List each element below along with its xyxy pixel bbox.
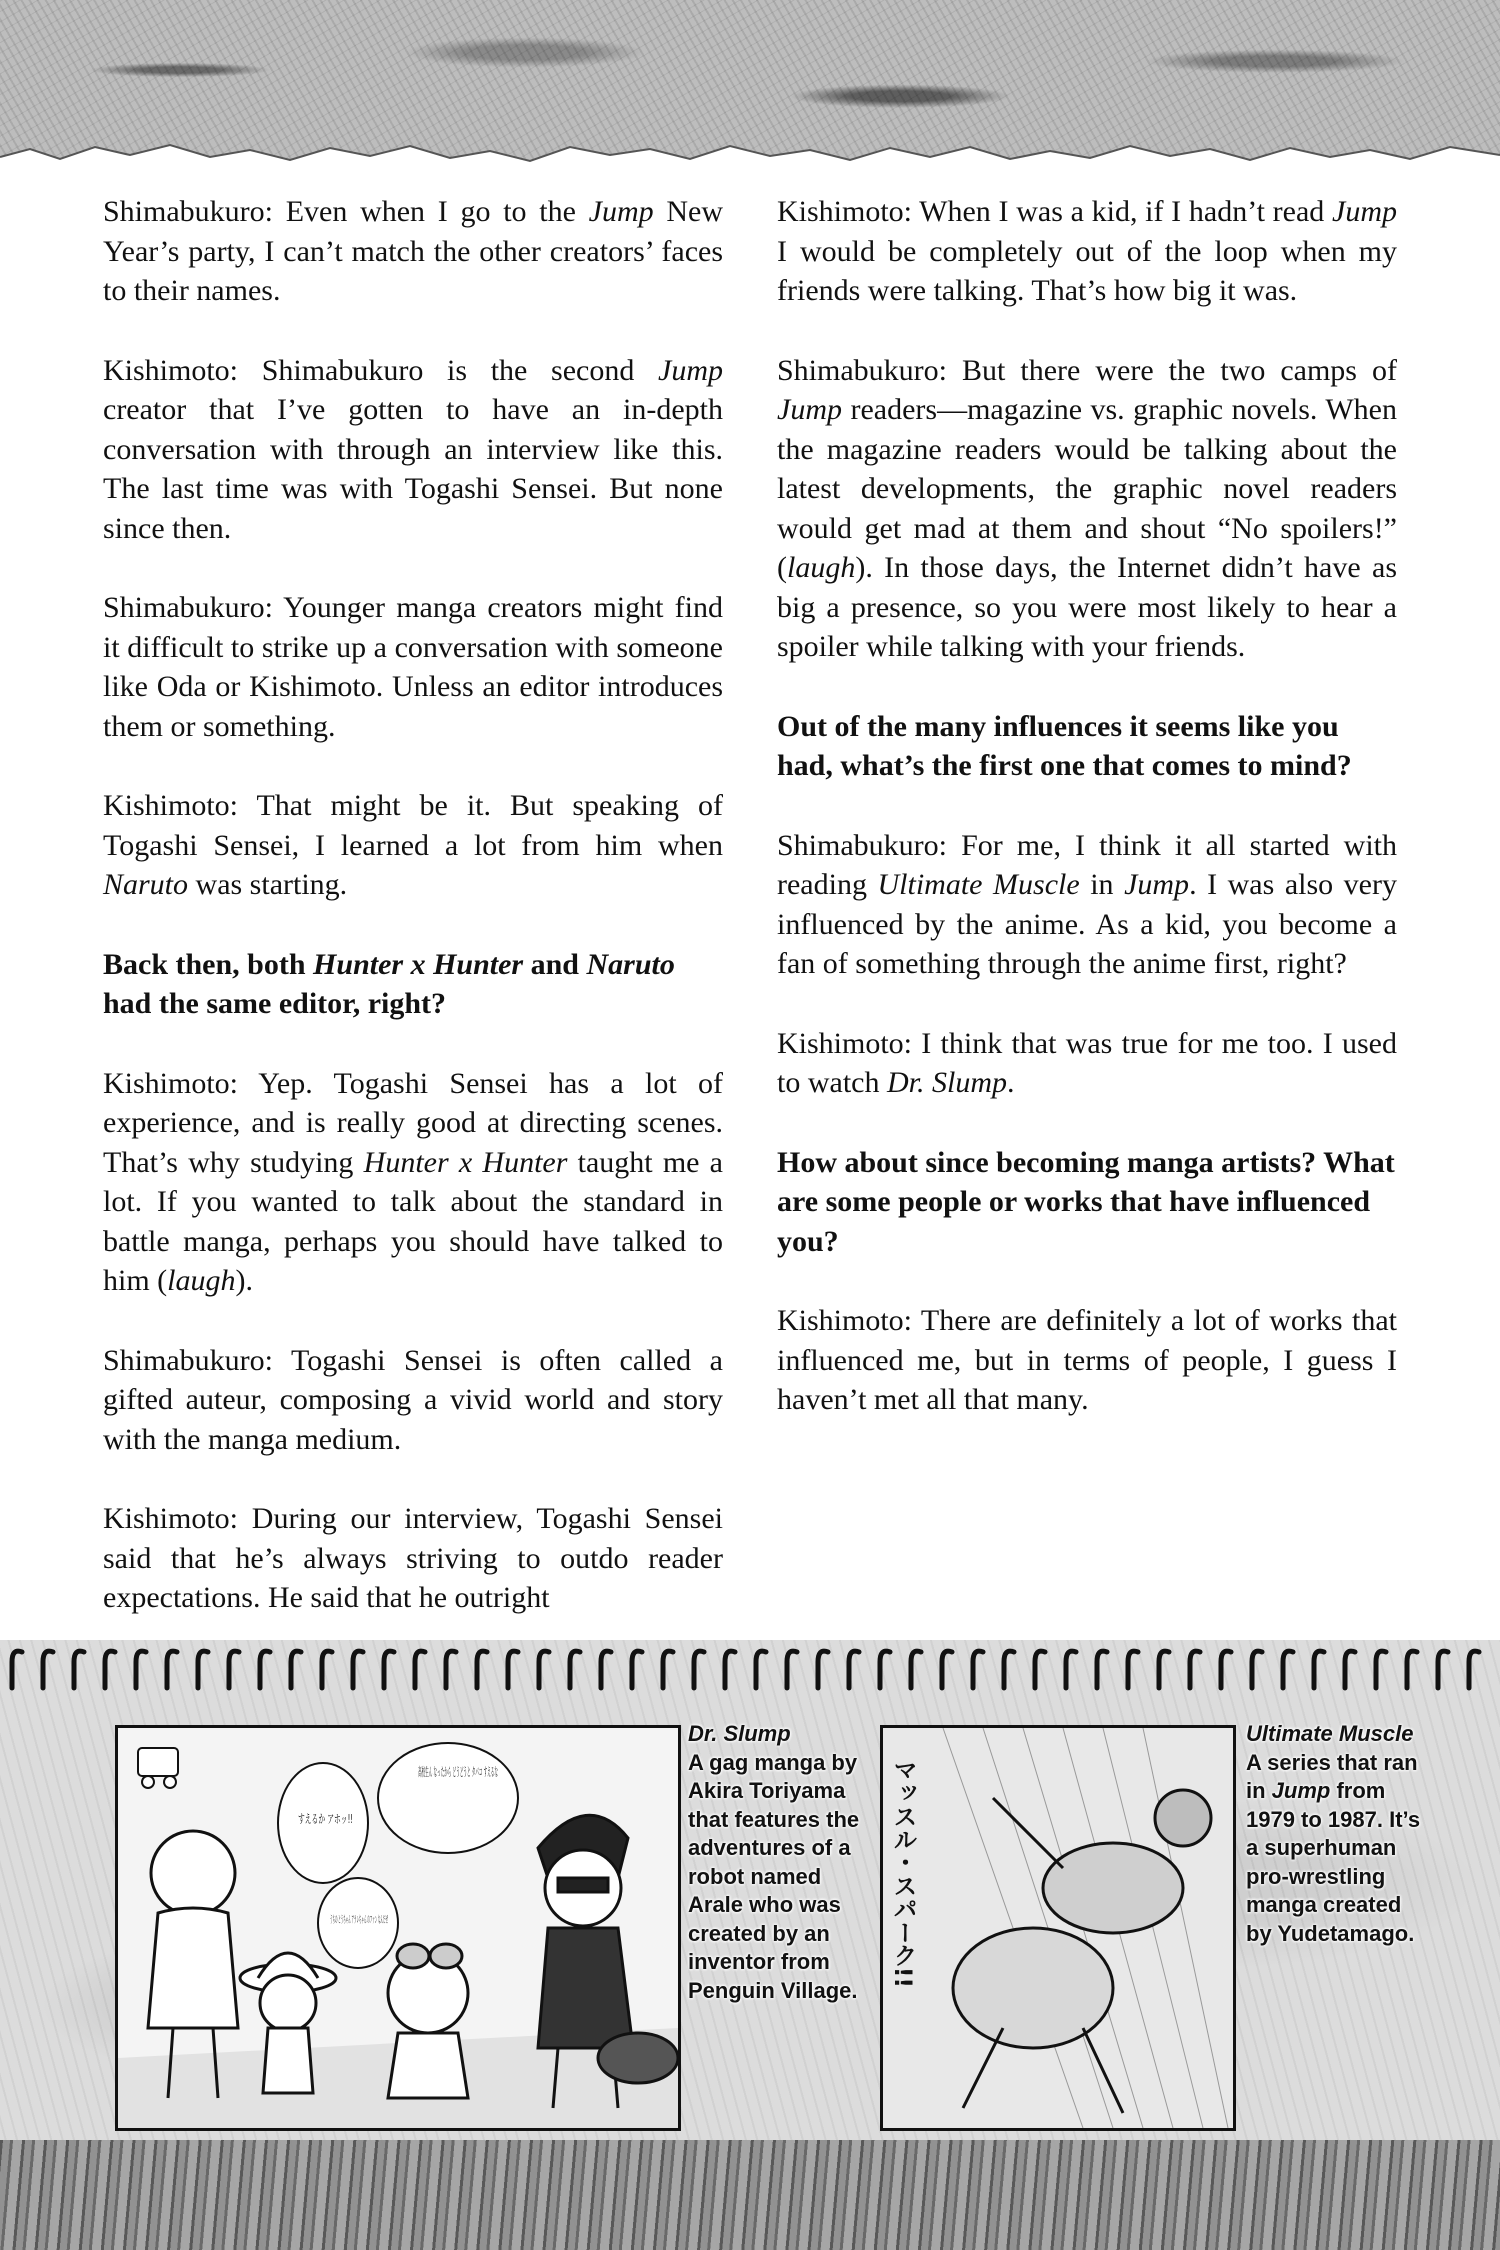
dr-slump-manga-panel bbox=[115, 1725, 681, 2131]
spiral-ring bbox=[601, 1651, 611, 1688]
left-paragraph-1: Shimabukuro: Even when I go to the Jump New Year’s party, I can’t match the other creators’ faces to their names. bbox=[103, 195, 723, 307]
spiral-ring bbox=[508, 1651, 518, 1688]
spiral-ring bbox=[942, 1651, 952, 1688]
spiral-ring bbox=[1190, 1651, 1200, 1688]
spiral-ring bbox=[880, 1651, 890, 1688]
ultimate-muscle-caption-body-jump: Jump bbox=[1271, 1778, 1331, 1803]
spiral-ring bbox=[632, 1651, 642, 1688]
spiral-ring bbox=[136, 1651, 146, 1688]
spiral-ring bbox=[973, 1651, 983, 1688]
right-paragraph-2: Shimabukuro: But there were the two camps of Jump readers—magazine vs. graphic novels. When the magazine readers would be talking about the latest developments, the graphic novel readers would get mad at them and shout “No spoilers!” (laugh). In those days, the Internet didn’t have as big a presence, so you were most likely to hear a spoiler while talking with your friends. bbox=[777, 353, 1397, 663]
bottom-notepad-panel bbox=[0, 1640, 1500, 2250]
torn-paper-edge bbox=[0, 135, 1500, 175]
right-paragraph-3: Shimabukuro: For me, I think it all started with reading Ultimate Muscle in Jump. I was also very influenced by the anime. As a kid, you become a fan of something through the anime first, right? bbox=[777, 828, 1397, 980]
right-question-2: How about since becoming manga artists? What are some people or works that have influenced you? bbox=[777, 1145, 1395, 1258]
right-paragraph-4: Kishimoto: I think that was true for me too. I used to watch Dr. Slump. bbox=[777, 1026, 1397, 1099]
spiral-ring bbox=[1407, 1651, 1417, 1688]
spiral-ring bbox=[818, 1651, 828, 1688]
spiral-ring bbox=[1345, 1651, 1355, 1688]
spiral-ring bbox=[1283, 1651, 1293, 1688]
spiral-ring bbox=[1469, 1651, 1479, 1688]
left-paragraph-7: Kishimoto: During our interview, Togashi Sensei said that he’s always striving to outdo reader expectations. He said that he outright bbox=[103, 1502, 723, 1614]
top-manga-illustration-band bbox=[0, 0, 1500, 175]
spiral-ring bbox=[229, 1651, 239, 1688]
dr-slump-caption-title: Dr. Slump bbox=[688, 1721, 791, 1746]
spiral-ring bbox=[322, 1651, 332, 1688]
ultimate-muscle-manga-panel bbox=[880, 1725, 1236, 2131]
spiral-ring bbox=[198, 1651, 208, 1688]
right-paragraph-1: Kishimoto: When I was a kid, if I hadn’t read Jump I would be completely out of the loop when my friends were talking. That’s how big it was. bbox=[777, 195, 1397, 307]
left-paragraph-6: Shimabukuro: Togashi Sensei is often called a gifted auteur, composing a vivid world and story with the manga medium. bbox=[103, 1343, 723, 1456]
spiral-ring bbox=[477, 1651, 487, 1688]
spiral-ring bbox=[105, 1651, 115, 1688]
spiral-ring bbox=[1097, 1651, 1107, 1688]
spiral-binding-rings bbox=[0, 1640, 1500, 1700]
spiral-ring bbox=[1438, 1651, 1448, 1688]
spiral-ring bbox=[1221, 1651, 1231, 1688]
spiral-ring bbox=[384, 1651, 394, 1688]
spiral-ring bbox=[1004, 1651, 1014, 1688]
slump-bubble-text-2: すえるか アホッ!! bbox=[298, 1812, 353, 1826]
spiral-ring bbox=[446, 1651, 456, 1688]
spiral-ring bbox=[43, 1651, 53, 1688]
spiral-ring bbox=[291, 1651, 301, 1688]
ultimate-muscle-caption-body-1: A series that ran in bbox=[1246, 1749, 1418, 1803]
spiral-ring bbox=[1376, 1651, 1386, 1688]
left-paragraph-3: Shimabukuro: Younger manga creators might find it difficult to strike up a conversation with someone like Oda or Kishimoto. Unless an editor introduces them or something. bbox=[103, 591, 723, 743]
ultimate-muscle-caption-body-2: from 1979 to 1987. It’s a superhuman pro-wrestling manga created by Yudetamago. bbox=[1246, 1778, 1421, 1946]
spiral-ring bbox=[74, 1651, 84, 1688]
spiral-ring bbox=[1066, 1651, 1076, 1688]
spiral-ring bbox=[167, 1651, 177, 1688]
ultimate-muscle-illustration bbox=[883, 1728, 1233, 2128]
left-text-column bbox=[103, 192, 723, 1618]
spiral-ring bbox=[415, 1651, 425, 1688]
spiral-ring bbox=[12, 1651, 22, 1688]
spiral-ring bbox=[663, 1651, 673, 1688]
spiral-ring bbox=[849, 1651, 859, 1688]
right-question-1: Out of the many influences it seems like you had, what’s the first one that comes to mind? bbox=[777, 709, 1352, 782]
slump-bubble-text-3 bbox=[330, 1914, 388, 1926]
spiral-ring bbox=[1128, 1651, 1138, 1688]
right-paragraph-5: Kishimoto: There are definitely a lot of works that influenced me, but in terms of people, I guess I haven’t met all that many. bbox=[777, 1304, 1397, 1416]
spiral-ring bbox=[1252, 1651, 1262, 1688]
slump-bubble-text-1 bbox=[418, 1764, 498, 1779]
dr-slump-caption-body: A gag manga by Akira Toriyama that features the adventures of a robot named Arale who was created by an inventor from Penguin Village. bbox=[688, 1749, 860, 2003]
dr-slump-illustration bbox=[118, 1728, 678, 2128]
ultimate-muscle-caption-title: Ultimate Muscle bbox=[1246, 1721, 1414, 1746]
spiral-ring bbox=[260, 1651, 270, 1688]
right-text-column bbox=[777, 192, 1397, 1420]
spiral-ring bbox=[539, 1651, 549, 1688]
ultimate-muscle-caption bbox=[1246, 1720, 1421, 1948]
left-question-1: Back then, both Hunter x Hunter and Naruto had the same editor, right? bbox=[103, 947, 675, 1020]
bottom-illustration-strip bbox=[0, 2140, 1500, 2250]
spiral-ring bbox=[1035, 1651, 1045, 1688]
spiral-ring bbox=[1159, 1651, 1169, 1688]
left-paragraph-2: Kishimoto: Shimabukuro is the second Jump creator that I’ve gotten to have an in-depth conversation with through an interview like this. The last time was with Togashi Sensei. But none since then. bbox=[103, 353, 723, 545]
dr-slump-caption bbox=[688, 1720, 863, 2005]
spiral-ring bbox=[1314, 1651, 1324, 1688]
spiral-ring bbox=[694, 1651, 704, 1688]
left-paragraph-5: Kishimoto: Yep. Togashi Sensei has a lot of experience, and is really good at directing scenes. That’s why studying Hunter x Hunter taught me a lot. If you wanted to talk about the standard in battle manga, perhaps you should have talked to him (laugh). bbox=[103, 1066, 723, 1297]
spiral-ring bbox=[570, 1651, 580, 1688]
spiral-ring bbox=[756, 1651, 766, 1688]
left-paragraph-4: Kishimoto: That might be it. But speaking of Togashi Sensei, I learned a lot from him when Naruto was starting. bbox=[103, 789, 723, 901]
spiral-ring bbox=[911, 1651, 921, 1688]
spiral-ring bbox=[353, 1651, 363, 1688]
spiral-ring bbox=[787, 1651, 797, 1688]
muscle-sfx-text: マッスル・スパーク!! bbox=[889, 1758, 917, 1996]
spiral-ring bbox=[725, 1651, 735, 1688]
